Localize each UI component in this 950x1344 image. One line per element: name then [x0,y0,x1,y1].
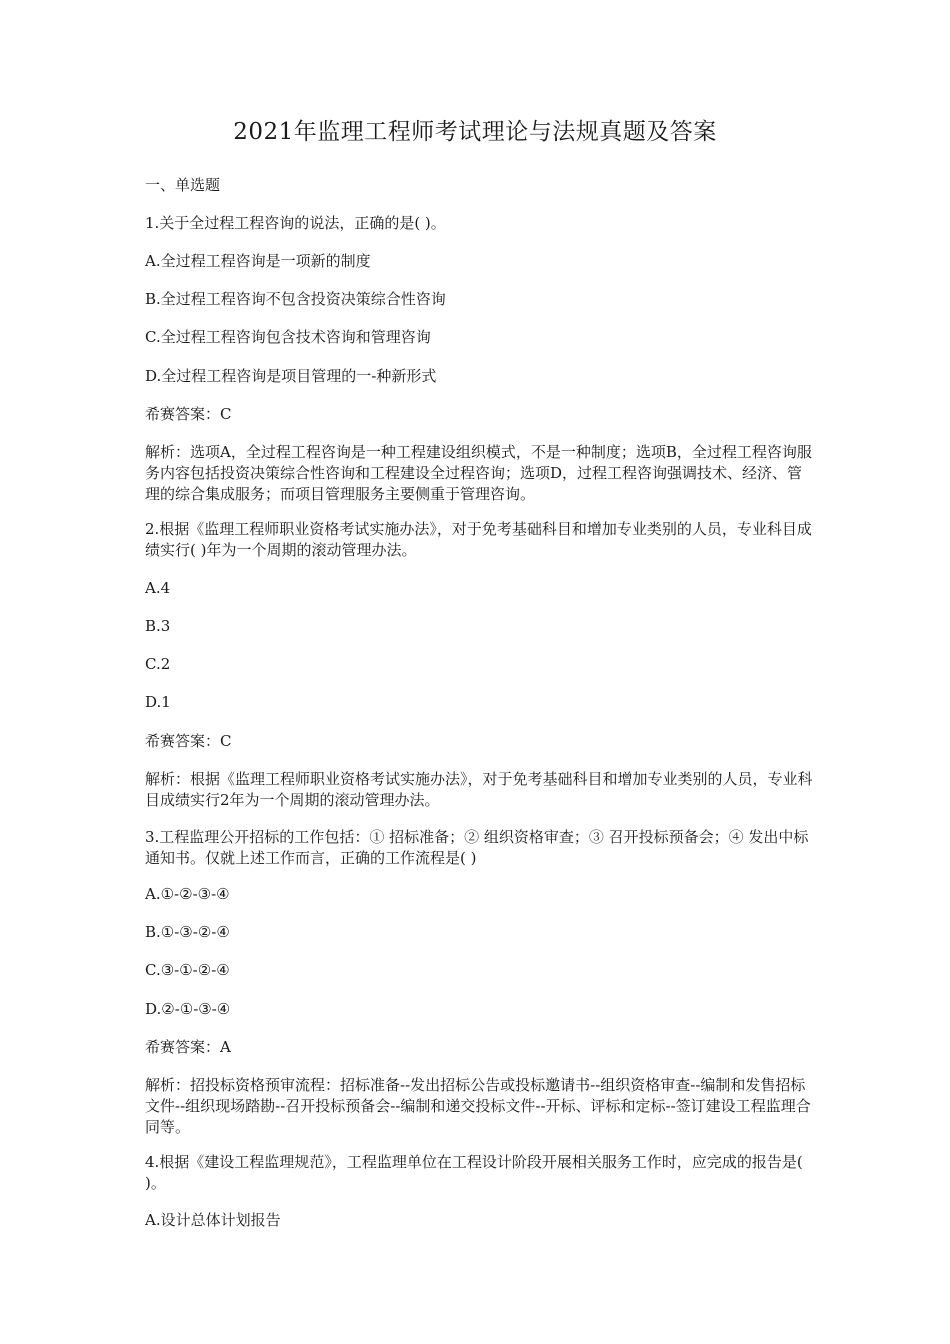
q3-option-b: B.①-③-②-④ [145,923,230,941]
question-2: 2.根据《监理工程师职业资格考试实施办法》，对于免考基础科目和增加专业类别的人员，专业科目成绩实行( )年为一个周期的滚动管理办法。 [145,520,812,559]
question-4: 4.根据《建设工程监理规范》，工程监理单位在工程设计阶段开展相关服务工作时，应完成的报告是( )。 [145,1153,803,1192]
q3-option-c: C.③-①-②-④ [145,961,230,979]
q2-explanation: 解析：根据《监理工程师职业资格考试实施办法》，对于免考基础科目和增加专业类别的人员，专业科目成绩实行2年为一个周期的滚动管理办法。 [145,770,813,809]
q4-option-a: A.设计总体计划报告 [145,1211,281,1229]
q2-option-b: B.3 [145,617,171,635]
q2-answer: 希赛答案：C [145,732,232,750]
q1-option-c: C.全过程工程咨询包含技术咨询和管理咨询 [145,328,431,346]
q2-option-a: A.4 [145,579,171,597]
q2-option-c: C.2 [145,655,171,673]
q3-answer: 希赛答案：A [145,1038,231,1056]
q1-explanation: 解析：选项A，全过程工程咨询是一种工程建设组织模式，不是一种制度；选项B，全过程工程咨询服务内容包括投资决策综合性咨询和工程建设全过程咨询；选项D，过程工程咨询强调技术、经济、管理的综合集成服务；而项目管理服务主要侧重于管理咨询。 [145,443,812,503]
question-3: 3.工程监理公开招标的工作包括：① 招标准备；② 组织资格审查；③ 召开投标预备会；④ 发出中标通知书。仅就上述工作而言，正确的工作流程是( ) [145,828,809,867]
q3-option-a: A.①-②-③-④ [145,885,230,903]
q3-explanation: 解析：招投标资格预审流程：招标准备--发出招标公告或投标邀请书--组织资格审查--编制和发售招标文件--组织现场踏勘--召开投标预备会--编制和递交投标文件--开标、评标和定标--签订建设工程监理合同等。 [145,1076,811,1136]
q1-option-d: D.全过程工程咨询是项目管理的一-种新形式 [145,367,437,385]
q3-option-d: D.②-①-③-④ [145,1000,231,1018]
q2-option-d: D.1 [145,693,171,711]
document-title: 2021年监理工程师考试理论与法规真题及答案 [233,119,717,145]
section-heading: 一、单选题 [145,176,221,194]
q1-option-a: A.全过程工程咨询是一项新的制度 [145,252,371,270]
question-1: 1.关于全过程工程咨询的说法，正确的是( )。 [145,214,446,232]
q1-answer: 希赛答案：C [145,405,232,423]
q1-option-b: B.全过程工程咨询不包含投资决策综合性咨询 [145,290,446,308]
